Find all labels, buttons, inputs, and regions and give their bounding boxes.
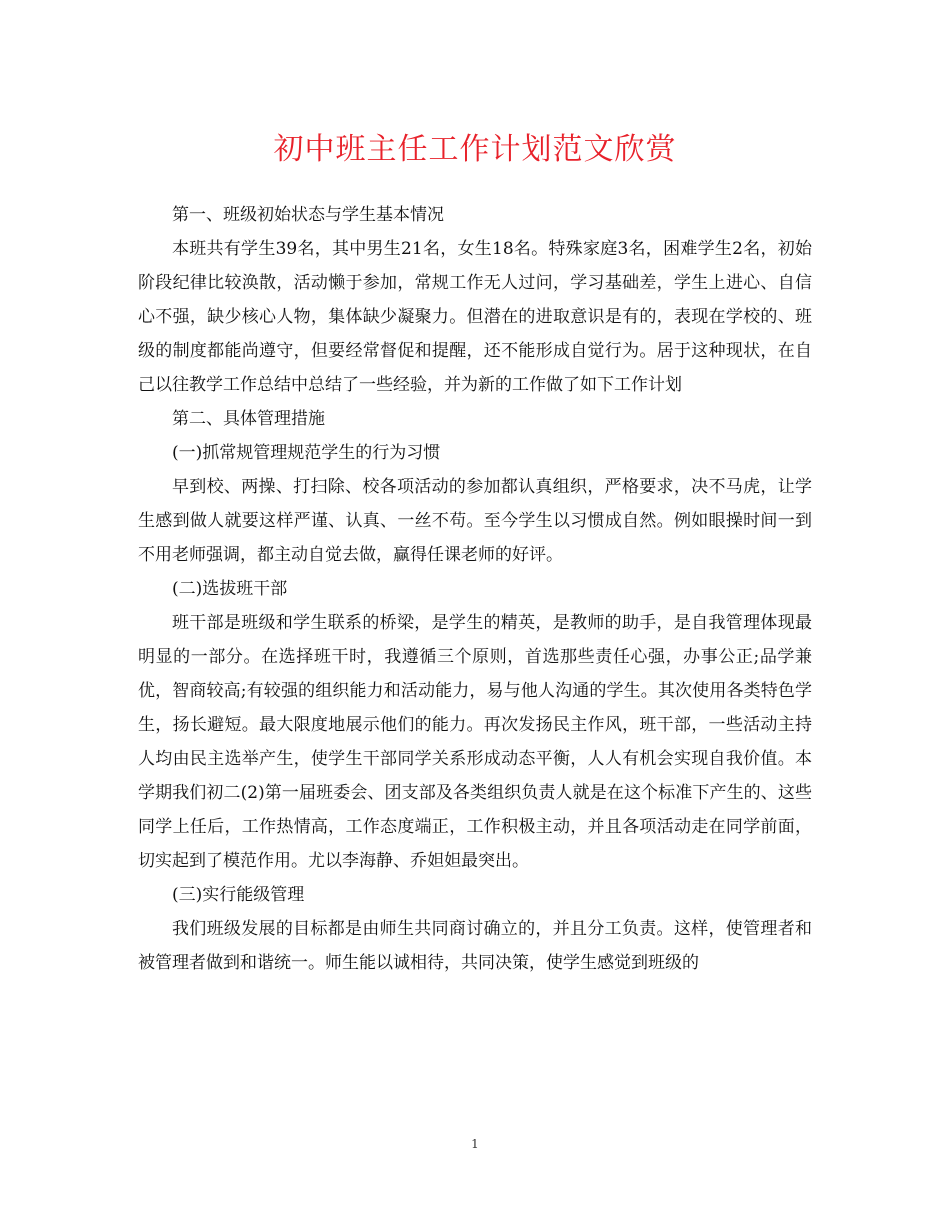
section-heading-2: 第二、具体管理措施	[172, 409, 325, 429]
subheading-routine-management: (一)抓常规管理规范学生的行为习惯	[172, 443, 441, 463]
paragraph-class-situation: 本班共有学生39名，其中男生21名，女生18名。特殊家庭3名，困难学生2名，初始阶段纪律比较涣散，活动懒于参加，常规工作无人过问，学习基础差，学生上进心、自信心不强，缺少核心人物，集体缺少凝聚力。但潜在的进取意识是有的，表现在学校的、班级的制度都能尚遵守，但要经常督促和提醒，还不能形成自觉行为。居于这种现状，在自己以往教学工作总结中总结了一些经验，并为新的工作做了如下工作计划	[138, 239, 812, 395]
subheading-level-management: (三)实行能级管理	[172, 885, 305, 905]
document-title: 初中班主任工作计划范文欣赏	[273, 132, 677, 167]
paragraph-routine-management: 早到校、两操、打扫除、校各项活动的参加都认真组织，严格要求，决不马虎，让学生感到做人就要这样严谨、认真、一丝不苟。至今学生以习惯成自然。例如眼操时间一到不用老师强调，都主动自觉去做，赢得任课老师的好评。	[138, 477, 812, 565]
document-body	[138, 198, 812, 980]
paragraph-select-cadres: 班干部是班级和学生联系的桥梁，是学生的精英，是教师的助手，是自我管理体现最明显的一部分。在选择班干时，我遵循三个原则，首选那些责任心强，办事公正;品学兼优，智商较高;有较强的组织能力和活动能力，易与他人沟通的学生。其次使用各类特色学生，扬长避短。最大限度地展示他们的能力。再次发扬民主作风，班干部，一些活动主持人均由民主选举产生，使学生干部同学关系形成动态平衡，人人有机会实现自我价值。本学期我们初二(2)第一届班委会、团支部及各类组织负责人就是在这个标准下产生的、这些同学上任后，工作热情高，工作态度端正，工作积极主动，并且各项活动走在同学前面，切实起到了模范作用。尤以李海静、乔妲妲最突出。	[138, 613, 812, 871]
subheading-select-cadres: (二)选拔班干部	[172, 579, 288, 599]
paragraph-level-management: 我们班级发展的目标都是由师生共同商讨确立的，并且分工负责。这样，使管理者和被管理者做到和谐统一。师生能以诚相待，共同决策，使学生感觉到班级的	[138, 919, 812, 973]
page-number: 1	[471, 1137, 479, 1151]
section-heading-1: 第一、班级初始状态与学生基本情况	[172, 205, 444, 225]
